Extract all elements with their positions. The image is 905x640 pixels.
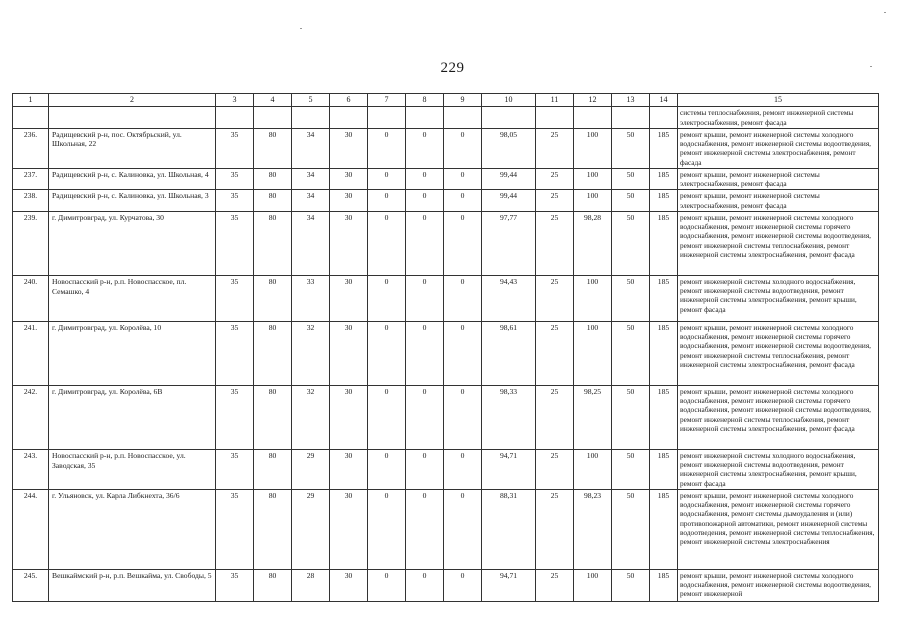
- column-number-14: 14: [650, 94, 678, 107]
- cell-value-col-9: 0: [444, 385, 482, 449]
- cell-value-col-4: 80: [254, 275, 292, 321]
- cell-value-col-13: 50: [612, 321, 650, 385]
- cell-empty: [612, 107, 650, 129]
- cell-value-col-6: 30: [330, 190, 368, 212]
- cell-value-col-10: 99,44: [482, 168, 536, 190]
- cell-value-col-5: 29: [292, 449, 330, 489]
- column-number-1: 1: [13, 94, 49, 107]
- cell-value-col-7: 0: [368, 190, 406, 212]
- cell-value-col-13: 50: [612, 190, 650, 212]
- cell-value-col-10: 97,77: [482, 211, 536, 275]
- column-number-3: 3: [216, 94, 254, 107]
- cell-value-col-3: 35: [216, 321, 254, 385]
- cell-value-col-8: 0: [406, 275, 444, 321]
- cell-value-col-5: 34: [292, 190, 330, 212]
- cell-address: Новоспасский р-н, р.п. Новоспасское, ул. Заводская, 35: [49, 449, 216, 489]
- cell-empty: [482, 107, 536, 129]
- cell-value-col-6: 30: [330, 275, 368, 321]
- cell-value-col-9: 0: [444, 569, 482, 601]
- cell-value-col-5: 32: [292, 385, 330, 449]
- cell-address: Радищевский р-н, с. Калиновка, ул. Школьная, 4: [49, 168, 216, 190]
- cell-value-col-6: 30: [330, 385, 368, 449]
- cell-value-col-7: 0: [368, 128, 406, 168]
- table-row: [13, 449, 879, 489]
- cell-value-col-8: 0: [406, 489, 444, 569]
- cell-empty: [650, 107, 678, 129]
- cell-empty: [49, 107, 216, 129]
- cell-empty: [330, 107, 368, 129]
- column-number-9: 9: [444, 94, 482, 107]
- cell-value-col-11: 25: [536, 190, 574, 212]
- cell-value-col-4: 80: [254, 190, 292, 212]
- cell-value-col-10: 88,31: [482, 489, 536, 569]
- cell-value-col-14: 185: [650, 489, 678, 569]
- register-table-container: [12, 93, 876, 602]
- column-number-12: 12: [574, 94, 612, 107]
- cell-value-col-4: 80: [254, 321, 292, 385]
- cell-value-col-8: 0: [406, 569, 444, 601]
- cell-value-col-11: 25: [536, 321, 574, 385]
- scan-speck: [300, 28, 302, 29]
- cell-value-col-14: 185: [650, 128, 678, 168]
- cell-value-col-10: 94,71: [482, 449, 536, 489]
- cell-work-types: ремонт крыши, ремонт инженерной системы холодного водоснабжения, ремонт инженерной системы горячего водоснабжения, ремонт системы дымоудаления и (или) противопожарной автоматики, ремонт инженерной системы водоотведения, ремонт инженерной системы теплоснабжения, ремонт инженерной системы электроснабжения: [678, 489, 879, 569]
- cell-value-col-9: 0: [444, 211, 482, 275]
- register-table-body: [13, 94, 879, 602]
- cell-empty: [292, 107, 330, 129]
- cell-work-types: ремонт крыши, ремонт инженерной системы электроснабжения, ремонт фасада: [678, 190, 879, 212]
- cell-value-col-12: 98,25: [574, 385, 612, 449]
- cell-value-col-6: 30: [330, 321, 368, 385]
- scan-speck: [884, 12, 886, 13]
- cell-address: Новоспасский р-н, р.п. Новоспасское, пл. Семашко, 4: [49, 275, 216, 321]
- scan-speck: [870, 66, 872, 67]
- cell-address: Радищевский р-н, пос. Октябрьский, ул. Школьная, 22: [49, 128, 216, 168]
- cell-value-col-10: 98,05: [482, 128, 536, 168]
- cell-row-number: 241.: [13, 321, 49, 385]
- cell-value-col-4: 80: [254, 569, 292, 601]
- table-row: [13, 275, 879, 321]
- cell-value-col-14: 185: [650, 275, 678, 321]
- cell-value-col-3: 35: [216, 489, 254, 569]
- cell-value-col-13: 50: [612, 385, 650, 449]
- cell-value-col-14: 185: [650, 385, 678, 449]
- cell-value-col-13: 50: [612, 569, 650, 601]
- cell-value-col-9: 0: [444, 489, 482, 569]
- cell-work-types: ремонт инженерной системы холодного водоснабжения, ремонт инженерной системы водоотведения, ремонт инженерной системы электроснабжения, ремонт крыши, ремонт фасада: [678, 275, 879, 321]
- cell-value-col-6: 30: [330, 128, 368, 168]
- column-number-4: 4: [254, 94, 292, 107]
- cell-value-col-10: 99,44: [482, 190, 536, 212]
- cell-value-col-4: 80: [254, 489, 292, 569]
- cell-work-types: ремонт инженерной системы холодного водоснабжения, ремонт инженерной системы водоотведения, ремонт инженерной системы электроснабжения, ремонт крыши, ремонт фасада: [678, 449, 879, 489]
- cell-value-col-14: 185: [650, 190, 678, 212]
- cell-address: Вешкаймский р-н, р.п. Вешкайма, ул. Свободы, 5: [49, 569, 216, 601]
- cell-value-col-13: 50: [612, 275, 650, 321]
- cell-row-number: 238.: [13, 190, 49, 212]
- cell-value-col-11: 25: [536, 275, 574, 321]
- cell-empty: [368, 107, 406, 129]
- cell-empty: [406, 107, 444, 129]
- cell-value-col-9: 0: [444, 128, 482, 168]
- cell-value-col-4: 80: [254, 128, 292, 168]
- cell-value-col-12: 100: [574, 190, 612, 212]
- cell-value-col-8: 0: [406, 321, 444, 385]
- table-row: [13, 489, 879, 569]
- cell-value-col-14: 185: [650, 569, 678, 601]
- column-number-8: 8: [406, 94, 444, 107]
- cell-empty: [536, 107, 574, 129]
- cell-value-col-6: 30: [330, 449, 368, 489]
- cell-value-col-3: 35: [216, 211, 254, 275]
- cell-work-types: ремонт крыши, ремонт инженерной системы электроснабжения, ремонт фасада: [678, 168, 879, 190]
- cell-value-col-14: 185: [650, 168, 678, 190]
- cell-value-col-13: 50: [612, 211, 650, 275]
- cell-value-col-6: 30: [330, 168, 368, 190]
- cell-value-col-4: 80: [254, 211, 292, 275]
- column-number-13: 13: [612, 94, 650, 107]
- table-row: [13, 321, 879, 385]
- cell-row-number: 244.: [13, 489, 49, 569]
- cell-value-col-13: 50: [612, 128, 650, 168]
- cell-value-col-3: 35: [216, 128, 254, 168]
- cell-address: г. Димитровград, ул. Королёва, 10: [49, 321, 216, 385]
- cell-value-col-12: 100: [574, 569, 612, 601]
- cell-work-types: ремонт крыши, ремонт инженерной системы холодного водоснабжения, ремонт инженерной системы водоотведения, ремонт инженерной системы электроснабжения, ремонт фасада: [678, 128, 879, 168]
- cell-value-col-14: 185: [650, 321, 678, 385]
- cell-empty: [13, 107, 49, 129]
- table-row: [13, 190, 879, 212]
- cell-value-col-11: 25: [536, 128, 574, 168]
- cell-value-col-6: 30: [330, 211, 368, 275]
- cell-value-col-11: 25: [536, 569, 574, 601]
- cell-row-number: 240.: [13, 275, 49, 321]
- cell-value-col-5: 34: [292, 211, 330, 275]
- cell-value-col-11: 25: [536, 211, 574, 275]
- cell-value-col-5: 34: [292, 128, 330, 168]
- cell-value-col-8: 0: [406, 385, 444, 449]
- cell-value-col-7: 0: [368, 449, 406, 489]
- cell-value-col-3: 35: [216, 385, 254, 449]
- cell-value-col-3: 35: [216, 569, 254, 601]
- cell-value-col-12: 100: [574, 168, 612, 190]
- cell-work-types: ремонт крыши, ремонт инженерной системы холодного водоснабжения, ремонт инженерной системы горячего водоснабжения, ремонт инженерной системы водоотведения, ремонт инженерной системы теплоснабжения, ремонт инженерной системы электроснабжения, ремонт фасада: [678, 385, 879, 449]
- column-number-15: 15: [678, 94, 879, 107]
- cell-value-col-9: 0: [444, 321, 482, 385]
- cell-value-col-9: 0: [444, 449, 482, 489]
- table-row: [13, 211, 879, 275]
- cell-value-col-3: 35: [216, 449, 254, 489]
- cell-empty: [216, 107, 254, 129]
- cell-value-col-11: 25: [536, 489, 574, 569]
- cell-work-types: ремонт крыши, ремонт инженерной системы холодного водоснабжения, ремонт инженерной системы горячего водоснабжения, ремонт инженерной системы водоотведения, ремонт инженерной системы теплоснабжения, ремонт инженерной системы электроснабжения, ремонт фасада: [678, 321, 879, 385]
- cell-value-col-12: 100: [574, 128, 612, 168]
- cell-address: г. Ульяновск, ул. Карла Либкнехта, 36/6: [49, 489, 216, 569]
- cell-work-types: ремонт крыши, ремонт инженерной системы холодного водоснабжения, ремонт инженерной системы горячего водоснабжения, ремонт инженерной системы водоотведения, ремонт инженерной системы теплоснабжения, ремонт инженерной системы электроснабжения, ремонт фасада: [678, 211, 879, 275]
- cell-value-col-3: 35: [216, 190, 254, 212]
- cell-value-col-7: 0: [368, 385, 406, 449]
- column-number-5: 5: [292, 94, 330, 107]
- cell-value-col-7: 0: [368, 321, 406, 385]
- cell-value-col-6: 30: [330, 489, 368, 569]
- cell-value-col-14: 185: [650, 449, 678, 489]
- cell-value-col-10: 94,43: [482, 275, 536, 321]
- cell-value-col-12: 100: [574, 275, 612, 321]
- cell-value-col-12: 100: [574, 449, 612, 489]
- cell-value-col-13: 50: [612, 449, 650, 489]
- cell-value-col-3: 35: [216, 168, 254, 190]
- cell-work-types: системы теплоснабжения, ремонт инженерной системы электроснабжения, ремонт фасада: [678, 107, 879, 129]
- cell-row-number: 236.: [13, 128, 49, 168]
- table-row: [13, 385, 879, 449]
- cell-value-col-8: 0: [406, 168, 444, 190]
- cell-value-col-5: 33: [292, 275, 330, 321]
- cell-address: г. Димитровград, ул. Королёва, 6В: [49, 385, 216, 449]
- cell-value-col-13: 50: [612, 168, 650, 190]
- cell-value-col-13: 50: [612, 489, 650, 569]
- column-number-6: 6: [330, 94, 368, 107]
- cell-value-col-9: 0: [444, 190, 482, 212]
- cell-empty: [574, 107, 612, 129]
- continuation-row: [13, 107, 879, 129]
- cell-row-number: 243.: [13, 449, 49, 489]
- cell-value-col-8: 0: [406, 190, 444, 212]
- column-number-7: 7: [368, 94, 406, 107]
- register-table: [12, 93, 879, 602]
- cell-value-col-4: 80: [254, 168, 292, 190]
- page-number: 229: [440, 60, 465, 76]
- table-row: [13, 569, 879, 601]
- cell-value-col-12: 98,23: [574, 489, 612, 569]
- cell-value-col-7: 0: [368, 569, 406, 601]
- column-number-11: 11: [536, 94, 574, 107]
- column-number-2: 2: [49, 94, 216, 107]
- cell-value-col-9: 0: [444, 168, 482, 190]
- cell-address: г. Димитровград, ул. Курчатова, 30: [49, 211, 216, 275]
- cell-value-col-10: 98,33: [482, 385, 536, 449]
- cell-empty: [254, 107, 292, 129]
- cell-value-col-8: 0: [406, 449, 444, 489]
- cell-value-col-3: 35: [216, 275, 254, 321]
- cell-value-col-10: 94,71: [482, 569, 536, 601]
- cell-row-number: 245.: [13, 569, 49, 601]
- cell-value-col-5: 34: [292, 168, 330, 190]
- cell-value-col-11: 25: [536, 449, 574, 489]
- cell-value-col-8: 0: [406, 211, 444, 275]
- cell-value-col-11: 25: [536, 168, 574, 190]
- cell-value-col-7: 0: [368, 211, 406, 275]
- cell-value-col-4: 80: [254, 449, 292, 489]
- cell-empty: [444, 107, 482, 129]
- cell-value-col-6: 30: [330, 569, 368, 601]
- cell-value-col-7: 0: [368, 489, 406, 569]
- cell-row-number: 242.: [13, 385, 49, 449]
- cell-value-col-7: 0: [368, 168, 406, 190]
- cell-value-col-7: 0: [368, 275, 406, 321]
- cell-value-col-4: 80: [254, 385, 292, 449]
- table-row: [13, 168, 879, 190]
- cell-work-types: ремонт крыши, ремонт инженерной системы холодного водоснабжения, ремонт инженерной системы водоотведения, ремонт инженерной: [678, 569, 879, 601]
- cell-value-col-10: 98,61: [482, 321, 536, 385]
- cell-value-col-8: 0: [406, 128, 444, 168]
- cell-value-col-14: 185: [650, 211, 678, 275]
- cell-value-col-12: 100: [574, 321, 612, 385]
- cell-value-col-5: 32: [292, 321, 330, 385]
- cell-address: Радищевский р-н, с. Калиновка, ул. Школьная, 3: [49, 190, 216, 212]
- table-row: [13, 128, 879, 168]
- cell-value-col-12: 98,28: [574, 211, 612, 275]
- cell-value-col-5: 28: [292, 569, 330, 601]
- column-number-row: [13, 94, 879, 107]
- cell-value-col-11: 25: [536, 385, 574, 449]
- cell-value-col-5: 29: [292, 489, 330, 569]
- cell-value-col-9: 0: [444, 275, 482, 321]
- column-number-10: 10: [482, 94, 536, 107]
- cell-row-number: 237.: [13, 168, 49, 190]
- cell-row-number: 239.: [13, 211, 49, 275]
